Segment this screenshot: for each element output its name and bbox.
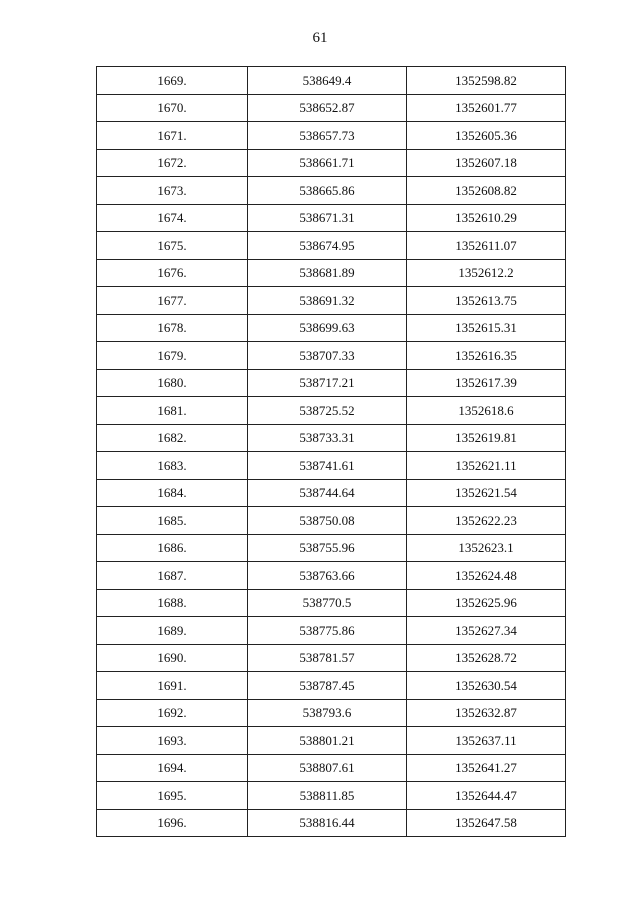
y-coordinate-cell: 1352621.11 [407, 452, 566, 480]
x-coordinate-cell: 538674.95 [248, 232, 407, 260]
point-number-cell: 1692. [97, 699, 248, 727]
table-row [97, 287, 566, 315]
x-coordinate-cell: 538699.63 [248, 314, 407, 342]
point-number-cell: 1695. [97, 782, 248, 810]
table-row [97, 452, 566, 480]
table-row [97, 397, 566, 425]
table-row [97, 507, 566, 535]
y-coordinate-cell: 1352598.82 [407, 67, 566, 95]
y-coordinate-cell: 1352615.31 [407, 314, 566, 342]
table-row [97, 644, 566, 672]
y-coordinate-cell: 1352601.77 [407, 94, 566, 122]
x-coordinate-cell: 538801.21 [248, 727, 407, 755]
point-number-cell: 1680. [97, 369, 248, 397]
y-coordinate-cell: 1352616.35 [407, 342, 566, 370]
point-number-cell: 1691. [97, 672, 248, 700]
coordinates-table-body [97, 67, 566, 837]
x-coordinate-cell: 538781.57 [248, 644, 407, 672]
point-number-cell: 1690. [97, 644, 248, 672]
table-row [97, 424, 566, 452]
y-coordinate-cell: 1352641.27 [407, 754, 566, 782]
x-coordinate-cell: 538681.89 [248, 259, 407, 287]
table-row [97, 122, 566, 150]
point-number-cell: 1685. [97, 507, 248, 535]
point-number-cell: 1684. [97, 479, 248, 507]
y-coordinate-cell: 1352624.48 [407, 562, 566, 590]
x-coordinate-cell: 538733.31 [248, 424, 407, 452]
y-coordinate-cell: 1352613.75 [407, 287, 566, 315]
table-row [97, 67, 566, 95]
x-coordinate-cell: 538755.96 [248, 534, 407, 562]
table-row [97, 809, 566, 837]
point-number-cell: 1674. [97, 204, 248, 232]
x-coordinate-cell: 538775.86 [248, 617, 407, 645]
y-coordinate-cell: 1352617.39 [407, 369, 566, 397]
x-coordinate-cell: 538770.5 [248, 589, 407, 617]
table-row [97, 754, 566, 782]
y-coordinate-cell: 1352605.36 [407, 122, 566, 150]
table-row [97, 534, 566, 562]
y-coordinate-cell: 1352607.18 [407, 149, 566, 177]
table-row [97, 617, 566, 645]
point-number-cell: 1688. [97, 589, 248, 617]
x-coordinate-cell: 538763.66 [248, 562, 407, 590]
y-coordinate-cell: 1352608.82 [407, 177, 566, 205]
x-coordinate-cell: 538793.6 [248, 699, 407, 727]
y-coordinate-cell: 1352637.11 [407, 727, 566, 755]
table-row [97, 149, 566, 177]
x-coordinate-cell: 538665.86 [248, 177, 407, 205]
point-number-cell: 1687. [97, 562, 248, 590]
x-coordinate-cell: 538691.32 [248, 287, 407, 315]
table-row [97, 232, 566, 260]
point-number-cell: 1694. [97, 754, 248, 782]
y-coordinate-cell: 1352618.6 [407, 397, 566, 425]
point-number-cell: 1679. [97, 342, 248, 370]
y-coordinate-cell: 1352627.34 [407, 617, 566, 645]
page-number: 61 [312, 30, 328, 46]
y-coordinate-cell: 1352611.07 [407, 232, 566, 260]
y-coordinate-cell: 1352630.54 [407, 672, 566, 700]
point-number-cell: 1670. [97, 94, 248, 122]
x-coordinate-cell: 538816.44 [248, 809, 407, 837]
y-coordinate-cell: 1352628.72 [407, 644, 566, 672]
point-number-cell: 1689. [97, 617, 248, 645]
x-coordinate-cell: 538661.71 [248, 149, 407, 177]
table-row [97, 727, 566, 755]
table-row [97, 562, 566, 590]
point-number-cell: 1669. [97, 67, 248, 95]
table-row [97, 204, 566, 232]
y-coordinate-cell: 1352632.87 [407, 699, 566, 727]
point-number-cell: 1676. [97, 259, 248, 287]
y-coordinate-cell: 1352644.47 [407, 782, 566, 810]
y-coordinate-cell: 1352647.58 [407, 809, 566, 837]
point-number-cell: 1686. [97, 534, 248, 562]
y-coordinate-cell: 1352621.54 [407, 479, 566, 507]
y-coordinate-cell: 1352625.96 [407, 589, 566, 617]
point-number-cell: 1693. [97, 727, 248, 755]
table-row [97, 589, 566, 617]
coordinates-table [96, 66, 566, 837]
x-coordinate-cell: 538811.85 [248, 782, 407, 810]
x-coordinate-cell: 538649.4 [248, 67, 407, 95]
x-coordinate-cell: 538787.45 [248, 672, 407, 700]
table-row [97, 479, 566, 507]
table-row [97, 94, 566, 122]
x-coordinate-cell: 538657.73 [248, 122, 407, 150]
table-row [97, 342, 566, 370]
y-coordinate-cell: 1352612.2 [407, 259, 566, 287]
table-row [97, 177, 566, 205]
point-number-cell: 1681. [97, 397, 248, 425]
y-coordinate-cell: 1352623.1 [407, 534, 566, 562]
point-number-cell: 1673. [97, 177, 248, 205]
x-coordinate-cell: 538671.31 [248, 204, 407, 232]
table-row [97, 672, 566, 700]
x-coordinate-cell: 538707.33 [248, 342, 407, 370]
table-row [97, 699, 566, 727]
point-number-cell: 1682. [97, 424, 248, 452]
x-coordinate-cell: 538652.87 [248, 94, 407, 122]
x-coordinate-cell: 538744.64 [248, 479, 407, 507]
table-row [97, 369, 566, 397]
point-number-cell: 1671. [97, 122, 248, 150]
y-coordinate-cell: 1352622.23 [407, 507, 566, 535]
x-coordinate-cell: 538807.61 [248, 754, 407, 782]
point-number-cell: 1672. [97, 149, 248, 177]
point-number-cell: 1677. [97, 287, 248, 315]
point-number-cell: 1678. [97, 314, 248, 342]
x-coordinate-cell: 538750.08 [248, 507, 407, 535]
point-number-cell: 1675. [97, 232, 248, 260]
point-number-cell: 1696. [97, 809, 248, 837]
table-row [97, 782, 566, 810]
y-coordinate-cell: 1352619.81 [407, 424, 566, 452]
point-number-cell: 1683. [97, 452, 248, 480]
x-coordinate-cell: 538741.61 [248, 452, 407, 480]
table-row [97, 314, 566, 342]
y-coordinate-cell: 1352610.29 [407, 204, 566, 232]
table-row [97, 259, 566, 287]
x-coordinate-cell: 538717.21 [248, 369, 407, 397]
x-coordinate-cell: 538725.52 [248, 397, 407, 425]
